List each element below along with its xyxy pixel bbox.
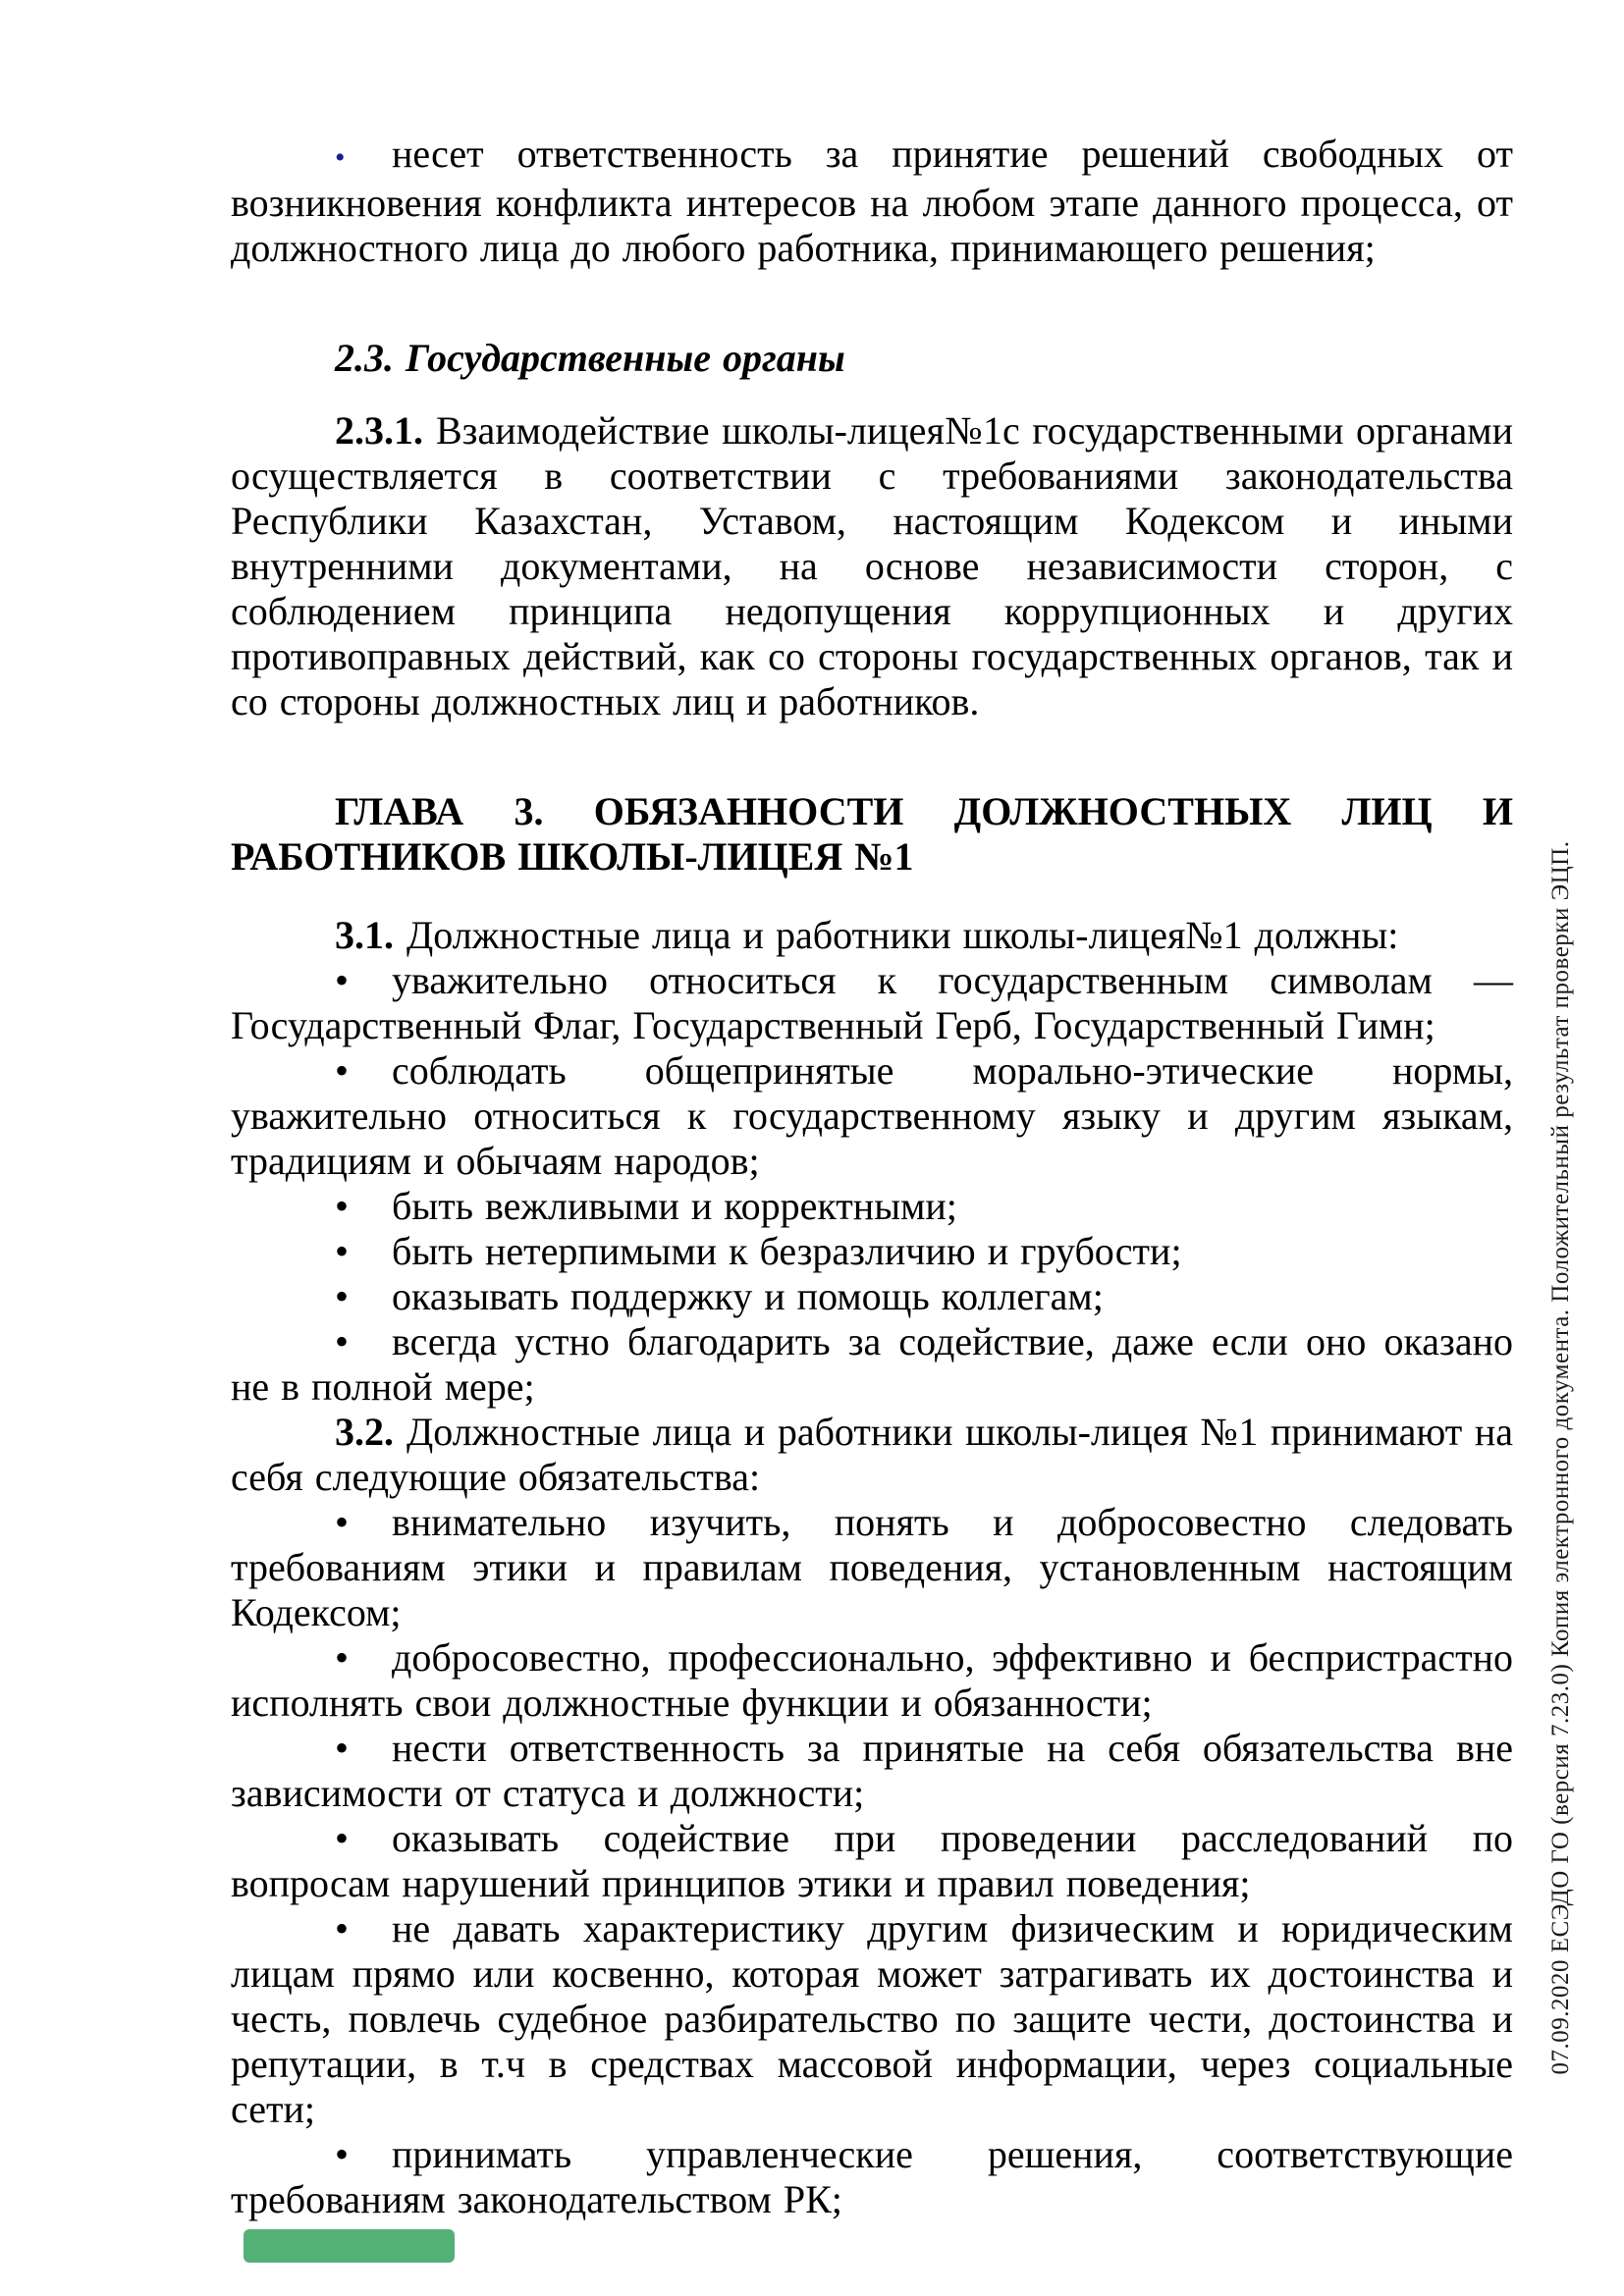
bullet-icon: • xyxy=(335,1816,350,1860)
list-item-text: быть нетерпимыми к безразличию и грубости; xyxy=(392,1229,1182,1273)
bullet-icon: • xyxy=(335,958,350,1002)
list-item-text: принимать управленческие решения, соответствующие требованиям законодательством РК; xyxy=(231,2132,1513,2221)
bullet-icon: • xyxy=(335,1229,350,1273)
clause-text: Должностные лица и работники школы-лицея №1 принимают на себя следующие обязательства: xyxy=(231,1410,1513,1499)
clause-number: 2.3.1. xyxy=(335,408,423,453)
digital-stamp-fragment xyxy=(244,2229,455,2263)
intro-bullet-text: несет ответственность за принятие решений свободных от возникновения конфликта интересов на любом этапе данного процесса, от должностного лица до любого работника, принимающего решения; xyxy=(231,132,1513,270)
esign-verification-text: 07.09.2020 ЕСЭДО ГО (версия 7.23.0) Копия электронного документа. Положительный результат проверки ЭЦП. xyxy=(1547,840,1574,2075)
clause-text: Взаимодействие школы-лицея№1с государственными органами осуществляется в соответствии с требованиями законодательства Республики Казахстан, Уставом, настоящим Кодексом и иными внутренними документами, на основе независимости сторон, с соблюдением принципа недопущения коррупционных и других противоправных действий, как со стороны государственных органов, так и со стороны должностных лиц и работников. xyxy=(231,408,1513,723)
list-item-text: добросовестно, профессионально, эффективно и беспристрастно исполнять свои должностные функции и обязанности; xyxy=(231,1635,1513,1725)
list-item xyxy=(231,1635,1513,1726)
bullet-icon: • xyxy=(335,1319,350,1363)
bullet-icon: • xyxy=(335,2132,350,2176)
list-item xyxy=(231,1726,1513,1816)
list-item-text: быть вежливыми и корректными; xyxy=(392,1184,957,1228)
list-item xyxy=(231,958,1513,1048)
list-item xyxy=(231,1500,1513,1635)
clause-2-3-1-paragraph xyxy=(231,408,1513,724)
list-item xyxy=(231,1906,1513,2132)
clause-number: 3.1. xyxy=(335,913,394,957)
bullet-icon: • xyxy=(335,141,346,174)
bullet-icon: • xyxy=(335,1906,350,1950)
list-item-text: нести ответственность за принятые на себя обязательства вне зависимости от статуса и должности; xyxy=(231,1726,1513,1815)
list-item xyxy=(231,1319,1513,1410)
list-item-text: внимательно изучить, понять и добросовестно следовать требованиям этики и правилам поведения, установленным настоящим Кодексом; xyxy=(231,1500,1513,1634)
bullet-icon: • xyxy=(335,1048,350,1093)
clause-text: Должностные лица и работники школы-лицея№1 должны: xyxy=(406,913,1399,957)
clause-3-2-paragraph xyxy=(231,1410,1513,1500)
bullet-icon: • xyxy=(335,1500,350,1544)
document-body xyxy=(231,132,1513,2222)
bullet-icon: • xyxy=(335,1184,350,1228)
list-item-text: соблюдать общепринятые морально-этические нормы, уважительно относиться к государственному языку и другим языкам, традициям и обычаям народов; xyxy=(231,1048,1513,1183)
list-item-text: уважительно относиться к государственным символам — Государственный Флаг, Государственный Герб, Государственный Гимн; xyxy=(231,958,1513,1047)
section-2-3-heading: 2.3. Государственные органы xyxy=(335,336,845,380)
bullet-icon: • xyxy=(335,1726,350,1770)
list-item xyxy=(231,1274,1513,1319)
list-item xyxy=(231,1816,1513,1906)
bullet-icon: • xyxy=(335,1274,350,1318)
bullet-icon: • xyxy=(335,1635,350,1680)
clause-number: 3.2. xyxy=(335,1410,394,1454)
list-item xyxy=(231,2132,1513,2222)
chapter-3-heading: ГЛАВА 3. ОБЯЗАННОСТИ ДОЛЖНОСТНЫХ ЛИЦ И РАБОТНИКОВ ШКОЛЫ-ЛИЦЕЯ №1 xyxy=(231,789,1513,879)
list-item-text: всегда устно благодарить за содействие, даже если оно оказано не в полной мере; xyxy=(231,1319,1513,1409)
intro-bullet-paragraph xyxy=(231,132,1513,271)
list-item xyxy=(231,1048,1513,1184)
list-item-text: оказывать содействие при проведении расследований по вопросам нарушений принципов этики и правил поведения; xyxy=(231,1816,1513,1905)
clause-3-1-paragraph xyxy=(231,913,1513,958)
list-item xyxy=(231,1229,1513,1274)
list-item-text: оказывать поддержку и помощь коллегам; xyxy=(392,1274,1104,1318)
list-item-text: не давать характеристику другим физическим и юридическим лицам прямо или косвенно, которая может затрагивать их достоинства и честь, повлечь судебное разбирательство по защите чести, достоинства и репутации, в т.ч в средствах массовой информации, через социальные сети; xyxy=(231,1906,1513,2131)
list-item xyxy=(231,1184,1513,1229)
